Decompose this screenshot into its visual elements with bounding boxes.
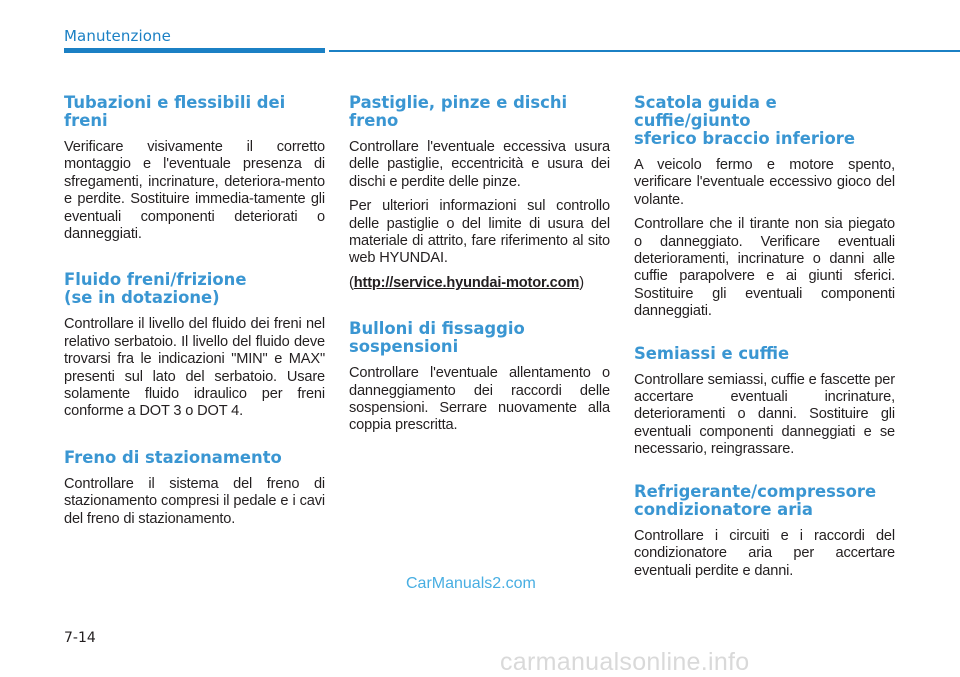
header-rule-thick <box>64 48 325 53</box>
section-heading: Pastiglie, pinze e dischi freno <box>349 93 568 130</box>
section-paragraph: Per ulteriori informazioni sul controllo delle pastiglie o del limite di usura del materiale di attrito, fare riferimento al sito web HYUNDAI. <box>349 198 610 267</box>
section-heading <box>349 320 610 356</box>
section-brake-fluid <box>64 271 325 420</box>
section-drive-shafts <box>634 345 895 459</box>
section-suspension-bolts <box>349 320 610 435</box>
section-heading <box>634 483 895 519</box>
section-heading-line: (se in dotazione) <box>64 288 220 308</box>
watermark: CarManuals2.com <box>406 575 536 592</box>
column-1 <box>64 94 325 556</box>
section-heading-line: condizionatore aria <box>634 499 813 519</box>
section-heading-line: Bulloni di fissaggio <box>349 319 525 339</box>
section-paragraph: Controllare il livello del fluido dei freni nel relativo serbatoio. Il livello del fluido deve trovarsi fra le indicazioni "MIN" e MAX" presenti sul lato del serbatoio. Usare solamente fluido idraulico per freni conforme a DOT 3 o DOT 4. <box>64 316 325 420</box>
header-title: Manutenzione <box>64 27 171 45</box>
section-paragraph: A veicolo fermo e motore spento, verificare l'eventuale eccessivo gioco del volante. <box>634 157 895 208</box>
column-2 <box>349 94 610 463</box>
section-paragraph: Controllare che il tirante non sia piegato o danneggiato. Verificare eventuali deterioramenti, incrinature o danni alle cuffie parapolvere e ai giunti sferici. Sostituire gli eventuali componenti danneggiati. <box>634 216 895 320</box>
section-ac-refrigerant <box>634 483 895 580</box>
service-website-link[interactable]: http://service.hyundai-motor.com <box>353 274 580 291</box>
link-line <box>349 275 610 292</box>
section-paragraph: Controllare i circuiti e i raccordi del condizionatore aria per accertare eventuali perdite e danni. <box>634 527 895 579</box>
section-paragraph: Verificare visivamente il corretto montaggio e l'eventuale presenza di sfregamenti, incrinature, deteriora-mento e perdite. Sostituire immedia-tamente gli eventuali componenti deteriorati o danneggiati. <box>64 139 325 243</box>
section-paragraph: Controllare l'eventuale eccessiva usura delle pastiglie, eccentricità e usura dei dischi e perdite delle pinze. <box>349 139 610 190</box>
section-heading <box>634 94 895 148</box>
section-heading: Freno di stazionamento <box>64 447 282 467</box>
section-brake-lines <box>64 94 325 243</box>
section-paragraph: Controllare il sistema del freno di stazionamento compresi il pedale e i cavi del freno di stazionamento. <box>64 475 325 527</box>
section-heading-line: sospensioni <box>349 337 459 357</box>
header-rule-thin <box>329 50 960 52</box>
section-heading-line: sferico braccio inferiore <box>634 129 855 148</box>
section-heading-line: Refrigerante/compressore <box>634 481 877 501</box>
section-heading-line: Fluido freni/frizione <box>64 270 247 290</box>
section-heading-line: Scatola guida e cuffie/giunto <box>634 93 777 130</box>
section-brake-pads <box>349 94 610 292</box>
section-parking-brake <box>64 449 325 528</box>
column-3 <box>634 94 895 608</box>
section-paragraph: Controllare l'eventuale allentamento o danneggiamento dei raccordi delle sospensioni. Serrare nuovamente alla coppia prescritta. <box>349 365 610 434</box>
section-steering <box>634 94 895 321</box>
section-heading <box>64 271 325 307</box>
footer-brand: carmanualsonline.info <box>500 648 750 676</box>
page-number: 7-14 <box>64 630 96 646</box>
section-heading: Tubazioni e flessibili dei freni <box>64 93 286 130</box>
link-prefix: ( <box>349 274 354 291</box>
link-suffix: ) <box>579 274 584 291</box>
section-paragraph: Controllare semiassi, cuffie e fascette per accertare eventuali incrinature, deterioramenti o danni. Sostituire gli eventuali componenti danneggiati e se necessario, reingrassare. <box>634 371 895 458</box>
section-heading: Semiassi e cuffie <box>634 343 790 363</box>
